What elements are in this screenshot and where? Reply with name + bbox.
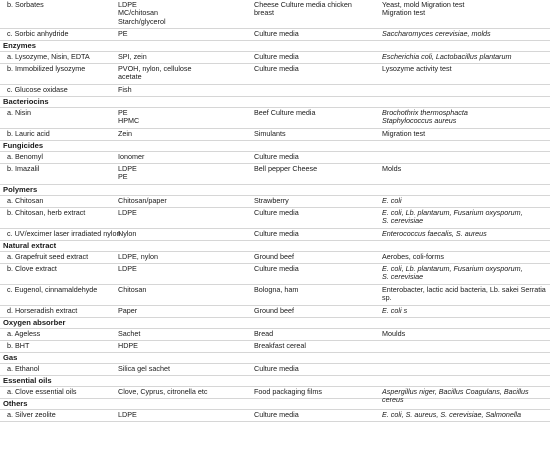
category-row — [0, 399, 550, 410]
agent-cell: c. Eugenol, cinnamaldehyde — [7, 285, 98, 294]
food-cell: Culture media — [254, 52, 299, 61]
agent-cell: c. Sorbic anhydride — [7, 29, 69, 38]
material-cell: Fish — [118, 85, 132, 94]
agent-cell: a. Lysozyme, Nisin, EDTA — [7, 52, 90, 61]
agent-cell: a. Chitosan — [7, 196, 44, 205]
category-label: Gas — [3, 353, 18, 362]
microorganism-cell: Enterobacter, lactic acid bacteria, Lb. sakei Serratia sp. — [382, 285, 546, 303]
category-label: Bacteriocins — [3, 97, 49, 106]
food-cell: Culture media — [254, 264, 299, 273]
agent-cell: a. Ethanol — [7, 364, 40, 373]
category-row — [0, 41, 550, 52]
category-row — [0, 141, 550, 152]
microorganism-cell: Moulds — [382, 329, 406, 338]
material-cell: LDPE — [118, 208, 137, 217]
food-cell: Bologna, ham — [254, 285, 299, 294]
food-cell: Ground beef — [254, 306, 294, 315]
material-cell: PVOH, nylon, cellulose acetate — [118, 64, 192, 82]
microorganism-cell: E. coli, Lb. plantarum, Fusarium oxysporum, S. cerevisiae — [382, 208, 523, 226]
agent-cell: b. Sorbates — [7, 0, 44, 9]
category-label: Natural extract — [3, 241, 57, 250]
microorganism-cell: Molds — [382, 164, 402, 173]
table-row — [0, 164, 550, 185]
table-row — [0, 364, 550, 376]
food-cell: Breakfast cereal — [254, 341, 306, 350]
material-cell: Clove, Cyprus, citronella etc — [118, 387, 208, 396]
category-label: Polymers — [3, 185, 38, 194]
agent-cell: b. Chitosan, herb extract — [7, 208, 86, 217]
material-cell: Nylon — [118, 229, 137, 238]
table-row — [0, 264, 550, 285]
food-cell: Bread — [254, 329, 274, 338]
agent-cell: b. Lauric acid — [7, 129, 50, 138]
table-row — [0, 85, 550, 97]
food-cell: Strawberry — [254, 196, 289, 205]
table-row — [0, 341, 550, 353]
table-row — [0, 108, 550, 129]
microorganism-cell: Brochothrix thermosphacta Staphylococcus aureus — [382, 108, 468, 126]
material-cell: HDPE — [118, 341, 138, 350]
food-cell: Culture media — [254, 29, 299, 38]
category-label: Essential oils — [3, 376, 52, 385]
microorganism-cell: E. coli — [382, 196, 402, 205]
material-cell: Ionomer — [118, 152, 145, 161]
table-row — [0, 129, 550, 141]
table-row — [0, 29, 550, 41]
agent-cell: c. Glucose oxidase — [7, 85, 68, 94]
table-row — [0, 252, 550, 264]
agent-cell: a. Benomyl — [7, 152, 43, 161]
food-cell: Culture media — [254, 410, 299, 419]
microorganism-cell: Escherichia coli, Lactobacillus plantarum — [382, 52, 512, 61]
table-row — [0, 196, 550, 208]
category-label: Others — [3, 399, 28, 408]
material-cell: Sachet — [118, 329, 141, 338]
agent-cell: a. Silver zeolite — [7, 410, 56, 419]
microorganism-cell: Lysozyme activity test — [382, 64, 452, 73]
table-row — [0, 64, 550, 85]
microorganism-cell: E. coli, S. aureus, S. cerevisiae, Salmonella — [382, 410, 522, 419]
category-row — [0, 97, 550, 108]
material-cell: LDPE — [118, 264, 137, 273]
category-row — [0, 241, 550, 252]
microorganism-cell: Migration test — [382, 129, 426, 138]
food-cell: Simulants — [254, 129, 286, 138]
material-cell: SPI, zein — [118, 52, 147, 61]
microorganism-cell: E. coli, Lb. plantarum, Fusarium oxysporum, S. cerevisiae — [382, 264, 523, 282]
food-cell: Cheese Culture media chicken breast — [254, 0, 352, 18]
microorganism-cell: E. coli s — [382, 306, 408, 315]
material-cell: PE HPMC — [118, 108, 140, 126]
table-row — [0, 229, 550, 241]
material-cell: LDPE, nylon — [118, 252, 158, 261]
table-row — [0, 410, 550, 422]
microorganism-cell: Aspergillus niger, Bacillus Coagulans, Bacillus cereus — [382, 387, 529, 405]
category-row — [0, 318, 550, 329]
microorganism-cell: Aerobes, coli-forms — [382, 252, 444, 261]
category-row — [0, 353, 550, 364]
food-cell: Culture media — [254, 64, 299, 73]
microorganism-cell: Enterococcus faecalis, S. aureus — [382, 229, 487, 238]
food-cell: Culture media — [254, 152, 299, 161]
category-label: Enzymes — [3, 41, 36, 50]
table-row — [0, 329, 550, 341]
agent-cell: b. Immobilized lysozyme — [7, 64, 86, 73]
category-row — [0, 376, 550, 387]
category-label: Fungicides — [3, 141, 44, 150]
agent-cell: b. Clove extract — [7, 264, 57, 273]
agent-cell: b. Imazalil — [7, 164, 40, 173]
food-cell: Food packaging films — [254, 387, 322, 396]
agent-cell: b. BHT — [7, 341, 30, 350]
material-cell: Chitosan/paper — [118, 196, 167, 205]
agent-cell: a. Clove essential oils — [7, 387, 77, 396]
food-cell: Ground beef — [254, 252, 294, 261]
food-cell: Beef Culture media — [254, 108, 316, 117]
material-cell: Chitosan — [118, 285, 147, 294]
microorganism-cell: Saccharomyces cerevisiae, molds — [382, 29, 491, 38]
table-row — [0, 0, 550, 29]
food-cell: Culture media — [254, 229, 299, 238]
category-label: Oxygen absorber — [3, 318, 66, 327]
table-row — [0, 52, 550, 64]
material-cell: PE — [118, 29, 128, 38]
agent-cell: c. UV/excimer laser irradiated nylon — [7, 229, 121, 238]
table-row — [0, 306, 550, 318]
agent-cell: a. Grapefruit seed extract — [7, 252, 89, 261]
food-cell: Bell pepper Cheese — [254, 164, 318, 173]
material-cell: LDPE — [118, 410, 137, 419]
table-row — [0, 285, 550, 306]
table-row — [0, 152, 550, 164]
agent-cell: a. Ageless — [7, 329, 41, 338]
material-cell: Paper — [118, 306, 138, 315]
category-row — [0, 185, 550, 196]
food-cell: Culture media — [254, 364, 299, 373]
agent-cell: d. Horseradish extract — [7, 306, 78, 315]
microorganism-cell: Yeast, mold Migration test Migration test — [382, 0, 465, 18]
material-cell: Silica gel sachet — [118, 364, 170, 373]
table-row — [0, 208, 550, 229]
food-cell: Culture media — [254, 208, 299, 217]
material-cell: Zein — [118, 129, 132, 138]
material-cell: LDPE PE — [118, 164, 137, 182]
material-cell: LDPE MC/chitosan Starch/glycerol — [118, 0, 166, 26]
agent-cell: a. Nisin — [7, 108, 31, 117]
